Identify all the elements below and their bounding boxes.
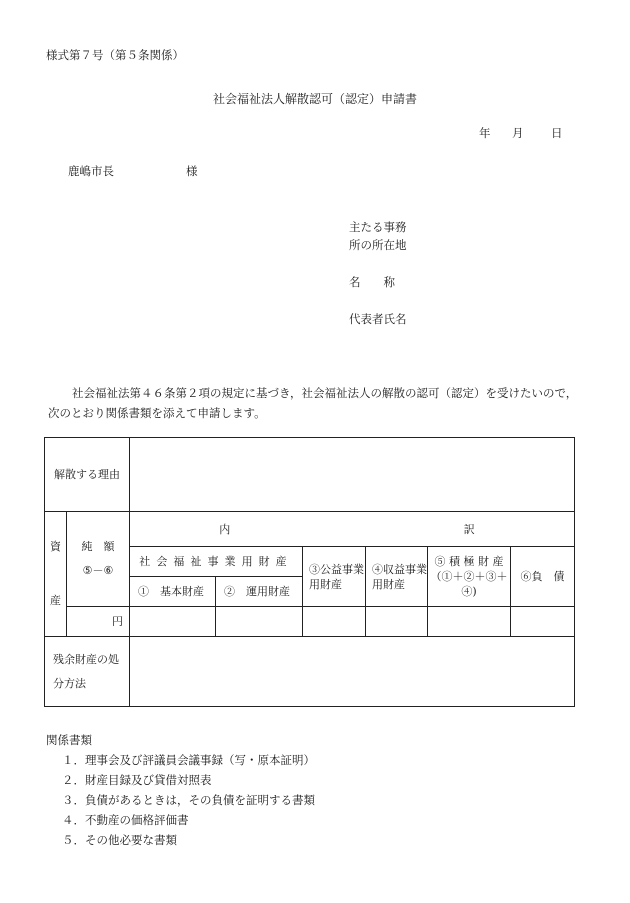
breakdown-right: 訳 (463, 522, 475, 536)
profit-amount-field[interactable] (366, 607, 428, 637)
residual-field[interactable] (130, 637, 575, 707)
positive-amount-field[interactable] (428, 607, 511, 637)
notes-item: ３．負債があるときは，その負債を証明する書類 (62, 793, 315, 807)
related-documents (46, 730, 315, 850)
day-label: 日 (551, 126, 563, 140)
breakdown-header (130, 512, 575, 547)
reason-label: 解散する理由 (45, 438, 130, 512)
form-number: 様式第７号（第５条関係） (46, 48, 184, 62)
recipient-honorific: 様 (186, 164, 198, 178)
application-table (44, 437, 575, 707)
operating-amount-field[interactable] (216, 607, 303, 637)
basic-label: ① 基本財産 (130, 577, 216, 607)
address-label-1: 主たる事務 (349, 220, 407, 234)
net-formula: ⑤－⑥ (82, 564, 114, 577)
net-amount-field[interactable] (67, 607, 130, 637)
operating-label: ② 運用財産 (216, 577, 303, 607)
welfare-label: 社会福祉事業用財産 (130, 547, 303, 577)
month-label: 月 (512, 126, 524, 140)
net-label: 純 額 (81, 540, 115, 553)
notes-item: ４．不動産の価格評価書 (62, 813, 189, 827)
representative-label: 代表者氏名 (349, 312, 407, 326)
basic-amount-field[interactable] (130, 607, 216, 637)
reason-field[interactable] (130, 438, 575, 512)
body-text (48, 383, 588, 423)
net-amount-header (67, 512, 130, 607)
assets-label: 資 産 (45, 512, 67, 637)
public-label: ③公益事業用財産 (303, 547, 366, 607)
name-label: 名 称 (349, 275, 395, 289)
breakdown-left: 内 (219, 522, 231, 536)
notes-item: ２．財産目録及び貸借対照表 (62, 773, 212, 787)
notes-item: ５．その他必要な書類 (62, 833, 177, 847)
liability-amount-field[interactable] (511, 607, 575, 637)
body-line-2: 次のとおり関係書類を添えて申請します。 (48, 406, 266, 420)
recipient-name: 鹿嶋市長 (68, 164, 114, 178)
document-title: 社会福祉法人解散認可（認定）申請書 (212, 92, 417, 106)
year-label: 年 (479, 126, 491, 140)
body-line-1: 社会福祉法第４６条第２項の規定に基づき，社会福祉法人の解散の認可（認定）を受けたいので， (72, 386, 578, 400)
liability-label: ⑥負 債 (511, 547, 575, 607)
residual-label: 残余財産の処 分方法 (45, 637, 130, 707)
notes-item: １．理事会及び評議員会議事録（写・原本証明） (62, 753, 315, 767)
notes-heading: 関係書類 (46, 733, 92, 747)
address-label-2: 所の所在地 (349, 238, 407, 252)
profit-label: ④収益事業用財産 (366, 547, 428, 607)
recipient (68, 163, 198, 179)
public-amount-field[interactable] (303, 607, 366, 637)
yen-unit: 円 (112, 615, 123, 628)
positive-assets-label: ⑤ 積 極 財 産 （①＋②＋③＋④) (428, 547, 511, 607)
